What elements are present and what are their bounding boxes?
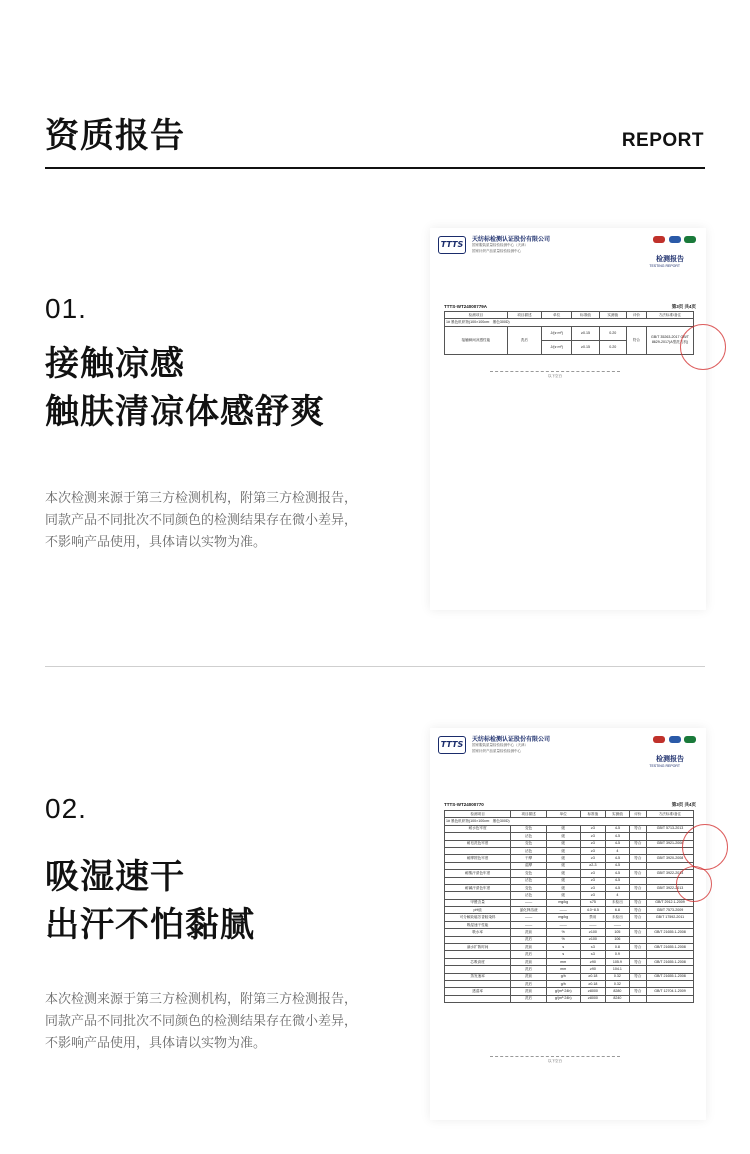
table-cell: ≥0.15 (572, 340, 599, 354)
table-cell: 8280 (606, 988, 629, 995)
table-cell: 透湿率 (445, 988, 511, 995)
table-cell: 符合 (629, 958, 646, 965)
table-cell: s (546, 951, 580, 958)
table-cell: 105.9 (606, 958, 629, 965)
table-cell: pH值 (445, 907, 511, 914)
table-cell (629, 995, 646, 1002)
table-cell: GB/T 35263-2017 GB/T 8629-2017(A型洗衣机) (647, 326, 694, 354)
table-cell: s (546, 944, 580, 951)
table-cell: 洗后 (511, 995, 547, 1002)
table-cell: ≥0.18 (580, 980, 606, 987)
table-cell: 符合 (629, 855, 646, 862)
table-cell: 4-5 (606, 862, 629, 869)
table-cell: 变色 (511, 825, 547, 832)
ttts-logo: TTTS (438, 736, 466, 754)
table-cell: 洗后 (511, 951, 547, 958)
table-cell: 可分解致癌芳香胺染料 (445, 914, 511, 921)
table-cell: 芯吸高度 (445, 958, 511, 965)
cnas-badge-icon (684, 236, 696, 243)
report-title: 检测报告 (656, 256, 684, 263)
table-cell (629, 936, 646, 943)
table-cell: 级 (546, 884, 580, 891)
accreditation-badges (651, 236, 696, 245)
table-cell: ≥100 (580, 929, 606, 936)
table-cell (647, 995, 694, 1002)
table-cell: mm (546, 958, 580, 965)
table-cell (647, 921, 694, 928)
table-cell: mg/kg (546, 899, 580, 906)
table-cell: 洗前 (511, 958, 547, 965)
table-sample-row: 1# 墨色机织物(100×100cm：墨色300D) (445, 818, 694, 825)
table-cell: 4.0~8.5 (580, 907, 606, 914)
table-cell: ≥2-3 (580, 862, 606, 869)
table-cell: g/h (546, 980, 580, 987)
report-center-1: 国家服装质量检验检测中心（天津） (472, 243, 528, 247)
page-title: 资质报告 (45, 117, 185, 155)
table-cell: —— (546, 921, 580, 928)
table-cell: % (546, 936, 580, 943)
table-cell (629, 892, 646, 899)
table-cell: % (546, 929, 580, 936)
table-header: 标准值 (580, 811, 606, 818)
table-header: 单位 (542, 312, 572, 319)
table-row (445, 862, 694, 869)
table-cell (445, 862, 511, 869)
table-header: 实测值 (599, 312, 626, 319)
section-divider (45, 666, 705, 667)
table-cell (629, 980, 646, 987)
table-cell: 符合 (629, 907, 646, 914)
section-title-line1: 吸湿速干 (45, 858, 185, 896)
table-cell: 4-5 (606, 855, 629, 862)
table-cell: 符合 (629, 988, 646, 995)
test-report-image-cooling (430, 228, 706, 610)
table-cell (445, 966, 511, 973)
table-cell: 洗前 (511, 973, 547, 980)
table-header: 评价 (626, 312, 646, 319)
table-cell: GB/T 3921-2008 (647, 840, 694, 847)
table-row (445, 988, 694, 995)
table-row (445, 892, 694, 899)
table-cell: 符合 (629, 944, 646, 951)
report-end-marker: 以下空白 (490, 1056, 620, 1064)
section-title-line2: 触肤清凉体感舒爽 (45, 393, 325, 431)
table-cell: GB/T 3920-2008 (647, 855, 694, 862)
table-row (445, 840, 694, 847)
table-cell: 符合 (629, 840, 646, 847)
table-cell: 105 (606, 929, 629, 936)
table-row (445, 966, 694, 973)
table-cell: 4-5 (606, 833, 629, 840)
table-cell: g/(m²·24h) (546, 995, 580, 1002)
test-report-image-quick-dry (430, 728, 706, 1120)
table-cell: GB/T 5713-2013 (647, 825, 694, 832)
table-cell: g/h (546, 973, 580, 980)
table-cell: 甲醛含量 (445, 899, 511, 906)
table-cell: ≥90 (580, 958, 606, 965)
table-header: 检测项目 (445, 811, 511, 818)
table-cell: 洗前 (511, 929, 547, 936)
table-cell (629, 951, 646, 958)
table-cell: GB/T 17592-2011 (647, 914, 694, 921)
table-cell (445, 847, 511, 854)
table-header: 单位 (546, 811, 580, 818)
table-cell: 沾色 (511, 877, 547, 884)
table-cell: 沾色 (511, 833, 547, 840)
table-cell: 洗后 (511, 980, 547, 987)
section-number: 01. (45, 293, 87, 324)
table-cell: 0.32 (606, 973, 629, 980)
table-row (445, 855, 694, 862)
table-cell (647, 980, 694, 987)
table-cell: 耐皂洗色牢度 (445, 840, 511, 847)
table-cell: 干摩 (511, 855, 547, 862)
table-cell: 符合 (629, 929, 646, 936)
table-cell (629, 862, 646, 869)
table-row (445, 884, 694, 891)
table-cell: g/(m²·24h) (546, 988, 580, 995)
report-page: 第3页 共4页 (671, 802, 696, 807)
table-cell: 耐酸汗渍色牢度 (445, 870, 511, 877)
table-cell: 耐碱汗渍色牢度 (445, 884, 511, 891)
table-cell: ≥0.18 (580, 973, 606, 980)
table-cell: ≥3 (580, 870, 606, 877)
accreditation-badges (651, 736, 696, 745)
report-end-marker: 以下空白 (490, 371, 620, 379)
table-header: 检测项目 (445, 312, 508, 319)
table-cell (629, 966, 646, 973)
report-center-2: 国家针织产品质量检验检测中心 (472, 249, 521, 253)
table-cell: 级 (546, 862, 580, 869)
table-cell: —— (606, 921, 629, 928)
table-row (445, 825, 694, 832)
table-cell: ≥100 (580, 936, 606, 943)
table-header: 评价 (629, 811, 646, 818)
table-cell: ≥90 (580, 966, 606, 973)
table-cell: —— (511, 921, 547, 928)
table-cell: 洗后 (511, 966, 547, 973)
table-cell: 0.8 (606, 944, 629, 951)
table-cell: 湿摩 (511, 862, 547, 869)
table-cell: GB/T 3922-2013 (647, 884, 694, 891)
table-cell: GB/T 12704.1-2009 (647, 988, 694, 995)
table-cell: 吸水率 (445, 929, 511, 936)
table-cell: 变色 (511, 884, 547, 891)
table-cell (629, 921, 646, 928)
table-row (445, 973, 694, 980)
table-cell: 沾色 (511, 892, 547, 899)
table-cell: 级 (546, 892, 580, 899)
table-cell: ≥3 (580, 825, 606, 832)
report-table (444, 810, 694, 1003)
cma-badge-icon (653, 236, 665, 243)
table-cell: 禁用 (580, 914, 606, 921)
table-cell: ≥0.15 (572, 326, 599, 340)
table-cell: 4-5 (606, 877, 629, 884)
table-cell: 0.9 (606, 951, 629, 958)
table-cell: 洗后 (511, 936, 547, 943)
table-cell: 级 (546, 870, 580, 877)
table-cell: 洗前 (511, 988, 547, 995)
section-description-line3: 不影响产品使用，具体请以实物为准。 (45, 534, 267, 549)
page-subtitle: REPORT (621, 130, 704, 151)
table-cell: GB/T 21655.1-2008 (647, 958, 694, 965)
table-cell (647, 966, 694, 973)
table-cell: GB/T 21655.1-2008 (647, 929, 694, 936)
table-cell: 接触瞬间凉感性能 (445, 326, 508, 354)
table-cell: 级 (546, 855, 580, 862)
table-cell: ≥3 (580, 847, 606, 854)
report-title-en: TESTING REPORT (649, 264, 680, 268)
report-org: 天纺标检测认证股份有限公司 (472, 737, 551, 743)
table-cell: 洗后 (507, 326, 541, 354)
table-cell: 吸湿速干性能 (445, 921, 511, 928)
table-row (445, 877, 694, 884)
table-header: 方法标准/备注 (647, 811, 694, 818)
table-cell: J/(s·m²) (542, 340, 572, 354)
table-cell: GB/T 3922-2013 (647, 870, 694, 877)
table-cell: 变色 (511, 870, 547, 877)
cma-badge-icon (653, 736, 665, 743)
table-cell (629, 847, 646, 854)
table-row (445, 980, 694, 987)
table-cell: ≥3 (580, 884, 606, 891)
table-row (445, 907, 694, 914)
table-cell: mg/kg (546, 914, 580, 921)
table-cell (629, 833, 646, 840)
table-row (445, 944, 694, 951)
table-cell: 变色 (511, 840, 547, 847)
table-cell: 符合 (629, 884, 646, 891)
red-seal-stamp (680, 324, 726, 370)
table-cell: 滴水扩散时间 (445, 944, 511, 951)
table-cell: 耐摩擦色牢度 (445, 855, 511, 862)
table-row (445, 921, 694, 928)
section-title-line1: 接触凉感 (45, 345, 185, 383)
table-cell: ≤3 (580, 944, 606, 951)
table-cell: 耐水色牢度 (445, 825, 511, 832)
table-cell: 蒸发速率 (445, 973, 511, 980)
section-title-line2: 出汗不怕黏腻 (45, 906, 255, 944)
table-cell (445, 892, 511, 899)
section-description-line3: 不影响产品使用，具体请以实物为准。 (45, 1035, 267, 1050)
table-cell: 4-5 (606, 884, 629, 891)
table-cell: 洗前 (511, 944, 547, 951)
table-cell: 4 (606, 847, 629, 854)
table-cell: 未检出 (606, 914, 629, 921)
table-cell: GB/T 2912.1-2009 (647, 899, 694, 906)
table-cell: 4-5 (606, 825, 629, 832)
table-cell: —— (511, 914, 547, 921)
table-cell: ≤3 (580, 951, 606, 958)
table-cell: 8240 (606, 995, 629, 1002)
table-cell (647, 936, 694, 943)
table-cell: GB/T 21655.1-2008 (647, 944, 694, 951)
table-cell: 106 (606, 936, 629, 943)
table-cell (445, 877, 511, 884)
table-cell (445, 980, 511, 987)
table-row (445, 914, 694, 921)
table-row (445, 847, 694, 854)
table-cell (445, 995, 511, 1002)
section-description-line1: 本次检测来源于第三方检测机构，附第三方检测报告， (45, 991, 358, 1006)
report-title-en: TESTING REPORT (649, 764, 680, 768)
table-cell: 级 (546, 840, 580, 847)
table-cell: 符合 (629, 899, 646, 906)
table-row (445, 936, 694, 943)
table-cell: 级 (546, 877, 580, 884)
table-row (445, 833, 694, 840)
table-cell: 4 (606, 892, 629, 899)
report-page: 第3页 共4页 (671, 304, 696, 309)
table-cell: 级 (546, 825, 580, 832)
ilac-badge-icon (669, 236, 681, 243)
table-cell: 沾色 (511, 847, 547, 854)
table-header: 实测值 (606, 811, 629, 818)
table-cell: 4-5 (606, 840, 629, 847)
table-header: 标准值 (572, 312, 599, 319)
ilac-badge-icon (669, 736, 681, 743)
table-cell: GB/T 21655.1-2008 (647, 973, 694, 980)
report-title: 检测报告 (656, 756, 684, 763)
table-header: 项目描述 (511, 811, 547, 818)
table-sample-row: 1# 墨色机织物(100×100cm：墨色300D) (445, 319, 694, 326)
table-cell: 6.8 (606, 907, 629, 914)
table-cell: —— (511, 899, 547, 906)
table-row (445, 958, 694, 965)
table-cell (445, 936, 511, 943)
table-cell: 0.20 (599, 340, 626, 354)
table-cell: 符合 (629, 914, 646, 921)
table-cell: 符合 (629, 973, 646, 980)
table-cell: 符合 (626, 326, 646, 354)
red-seal-stamp (682, 824, 728, 870)
table-cell (445, 833, 511, 840)
table-cell (647, 951, 694, 958)
table-cell: 符合 (629, 870, 646, 877)
table-cell: ≥3 (580, 855, 606, 862)
ttts-logo: TTTS (438, 236, 466, 254)
table-cell: 氯化钾溶液 (511, 907, 547, 914)
table-cell: ≥3 (580, 892, 606, 899)
table-row (445, 929, 694, 936)
table-cell: ≥8000 (580, 995, 606, 1002)
table-row (445, 995, 694, 1002)
table-cell: GB/T 7573-2009 (647, 907, 694, 914)
section-description-line2: 同款产品不同批次不同颜色的检测结果存在微小差异， (45, 512, 358, 527)
cnas-badge-icon (684, 736, 696, 743)
report-center-2: 国家针织产品质量检验检测中心 (472, 749, 521, 753)
section-description-line2: 同款产品不同批次不同颜色的检测结果存在微小差异， (45, 1013, 358, 1028)
header-divider (45, 167, 705, 169)
table-cell: ≥8000 (580, 988, 606, 995)
table-cell: 级 (546, 847, 580, 854)
report-center-1: 国家服装质量检验检测中心（天津） (472, 743, 528, 747)
table-row (445, 899, 694, 906)
table-cell: 符合 (629, 825, 646, 832)
report-number: TTTS-WT24000779A (444, 304, 488, 309)
table-cell: 104.1 (606, 966, 629, 973)
table-cell: ≥3 (580, 840, 606, 847)
table-cell: —— (580, 921, 606, 928)
table-cell: mm (546, 966, 580, 973)
table-cell: 未检出 (606, 899, 629, 906)
table-cell: —— (546, 907, 580, 914)
table-cell: J/(s·m²) (542, 326, 572, 340)
table-cell (445, 951, 511, 958)
table-header: 项目描述 (507, 312, 541, 319)
section-description-line1: 本次检测来源于第三方检测机构，附第三方检测报告， (45, 490, 358, 505)
report-number: TTTS-WT24000770 (444, 802, 484, 807)
section-number: 02. (45, 793, 87, 824)
table-cell: 级 (546, 833, 580, 840)
table-cell: 4-5 (606, 870, 629, 877)
report-table (444, 311, 694, 355)
report-org: 天纺标检测认证股份有限公司 (472, 237, 551, 243)
table-cell: ≥3 (580, 833, 606, 840)
table-row (445, 951, 694, 958)
table-cell (629, 877, 646, 884)
table-row (445, 870, 694, 877)
table-cell: ≥3 (580, 877, 606, 884)
table-cell: 0.20 (599, 326, 626, 340)
table-cell: ≤75 (580, 899, 606, 906)
red-seal-stamp (676, 866, 712, 902)
table-header: 方法标准/备注 (647, 312, 694, 319)
table-cell: 0.32 (606, 980, 629, 987)
